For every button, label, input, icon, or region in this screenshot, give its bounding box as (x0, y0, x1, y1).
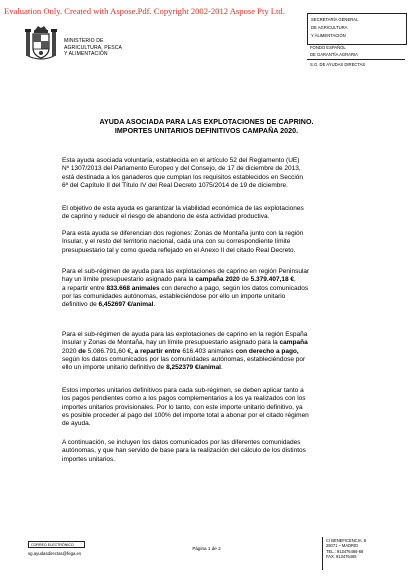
text-run: Para el sub-régimen de ayuda para las explotaciones de caprino en la región España (62, 331, 308, 338)
document-title: AYUDA ASOCIADA PARA LAS EXPLOTACIONES DE CAPRINO. (99, 118, 314, 126)
header-divider (307, 59, 405, 60)
text-run: Nº 1307/2013 del Parlamento Europeo y del Consejo, de 17 de diciembre de 2013, (62, 165, 301, 173)
text-run: de caprino y reducir el riesgo de abandono de esta actividad productiva. (62, 213, 270, 221)
body-paragraph (62, 230, 372, 255)
text-run: a repartir entre (62, 284, 107, 292)
paragraph-line (62, 404, 372, 412)
contact-email: sg.ayudasdirectas@fega.es (28, 551, 82, 556)
text-run: importes unitarios provisionales. Por lo tanto, con este importe unitario definitivo, ya (62, 403, 303, 411)
text-run: con derecho a pago, según los datos comunicados (159, 284, 309, 292)
text-run: presupuestario tal y como queda reflejado en el Anexo II del citado Real Decreto. (62, 246, 296, 254)
bold-figure: 833.668 animales (106, 284, 160, 292)
body-paragraph (62, 205, 372, 222)
paragraph-line (62, 420, 372, 428)
text-run: . (153, 301, 156, 309)
bold-figure: 6,452697 €/animal (98, 301, 154, 309)
postal-address (326, 538, 366, 560)
paragraph-line (62, 348, 372, 356)
secretaria-line: Y ALIMENTACIÓN (311, 33, 346, 38)
text-run: 6ª del Capítulo II del Título IV del Real Decreto 1075/2014 de 19 de diciembre. (62, 181, 288, 189)
text-run: autónomas, y que han servido de base para la realización del cálculo de los distintos (62, 447, 306, 455)
body-paragraph (62, 268, 372, 309)
text-run: 2020 (62, 347, 77, 355)
body-paragraph (62, 387, 372, 428)
text-run: según los datos comunicados por las comunidades autónomas, estableciéndose por (62, 355, 306, 363)
address-line: TEL.: 913476466-68 (326, 548, 364, 554)
paragraph-line (62, 157, 372, 165)
paragraph-line (62, 387, 372, 395)
paragraph-line (62, 285, 372, 293)
paragraph-line (62, 456, 372, 464)
paragraph-line (62, 412, 372, 420)
bold-figure: 5.379.407,18 € (250, 276, 295, 284)
address-line: 28071 – MADRID (326, 543, 359, 549)
text-run: A continuación, se incluyen los datos comunicados por las diferentes comunidades (62, 439, 301, 446)
text-run: Para el sub-régimen de ayuda para las explotaciones de caprino en región Peninsular (62, 268, 310, 275)
sg-ayudas-line: S.G. DE AYUDAS DIRECTAS (310, 62, 366, 67)
paragraph-line (62, 276, 372, 284)
body-paragraph (62, 331, 372, 372)
paragraph-line (62, 165, 372, 173)
ministry-line: MINISTERIO DE (64, 38, 104, 44)
text-run: 5.086.791,60 € (87, 347, 132, 355)
text-run: Esta ayuda asociada voluntaria, establecida en el artículo 52 del Reglamento (UE) (62, 157, 300, 164)
paragraph-line (62, 247, 372, 255)
paragraph-line (62, 268, 372, 276)
fega-line: FONDO ESPAÑOL (310, 45, 346, 50)
paragraph-line (62, 238, 372, 246)
text-run: ello un importe unitario definitivo de (62, 364, 167, 372)
text-run: hay un límite presupuestario asignado para la (62, 276, 196, 284)
email-label-box: CORREO ELECTRÓNICO (28, 541, 85, 548)
evaluation-watermark: Evaluation Only. Created with Aspose.Pdf. Copyright 2002-2012 Aspose Pty Ltd. (4, 6, 285, 16)
ministry-name (64, 38, 122, 58)
text-run: está destinada a los ganaderos que cumplan los requisitos establecidos en Sección (62, 173, 304, 181)
paragraph-line (62, 356, 372, 364)
text-run: definitivo de (62, 301, 99, 309)
secretaria-line: SECRETARÍA GENERAL (311, 17, 359, 22)
paragraph-line (62, 339, 372, 347)
paragraph-line (62, 301, 372, 309)
text-run: Para esta ayuda se diferencian dos regiones: Zonas de Montaña junto con la región (62, 230, 304, 237)
paragraph-line (62, 205, 372, 213)
address-line: FAX: 913476465 (326, 554, 357, 560)
document-subtitle: IMPORTES UNITARIOS DEFINITIVOS CAMPAÑA 2020. (114, 127, 299, 135)
paragraph-line (62, 395, 372, 403)
text-run: , (294, 276, 296, 284)
text-run: de (239, 276, 251, 284)
text-run: importes unitarios. (62, 455, 116, 463)
address-divider (322, 537, 323, 570)
fega-line: DE GARANTÍA AGRARIA (310, 52, 358, 57)
text-run: 616.403 animales (182, 347, 234, 355)
secretaria-line: DE AGRICULTURA (311, 25, 348, 30)
paragraph-line (62, 364, 372, 372)
bold-figure: , a repartir entre (131, 347, 183, 355)
text-run: . (221, 364, 223, 372)
paragraph-line (62, 293, 372, 301)
text-run: los pagos pendientes como a los pagos complementarios a los ya realizados con los (62, 395, 306, 403)
text-run: de ayuda. (62, 420, 91, 428)
paragraph-line (62, 331, 372, 339)
page-number: Página 1 de 2 (192, 546, 221, 551)
body-paragraph (62, 439, 372, 464)
text-run: Insular y Zonas de Montaña, hay un límite presupuestario asignado para la (62, 339, 280, 347)
bold-figure: campaña 2020 (195, 276, 240, 284)
bold-figure: de (76, 347, 88, 355)
paragraph-line (62, 174, 372, 182)
paragraph-line (62, 230, 372, 238)
text-run: por las comunidades autónomas, estableciéndose por ello un importe unitario (62, 292, 286, 300)
paragraph-line (62, 447, 372, 455)
coat-of-arms-icon (24, 24, 58, 64)
body-paragraph (62, 157, 372, 190)
bold-figure: 8,252379 €/animal (166, 364, 221, 372)
text-run: es posible proceder al pago del 100% del importe total a abonar por el citado régimen (62, 411, 309, 419)
bold-figure: campaña (279, 339, 308, 347)
paragraph-line (62, 439, 372, 447)
ministry-line: AGRICULTURA, PESCA (64, 44, 123, 51)
secretaria-box (307, 13, 407, 45)
paragraph-line (62, 213, 372, 221)
address-line: C/ BENEFICENCIA, 8 (326, 538, 367, 543)
text-run: Estos importes unitarios definitivos para cada sub-régimen, se deben aplicar tanto a (62, 387, 304, 394)
paragraph-line (62, 182, 372, 190)
ministry-line: Y ALIMENTACIÓN (64, 51, 108, 58)
text-run: El objetivo de esta ayuda es garantizar la viabilidad económica de las explotaciones (62, 205, 304, 212)
bold-figure: con derecho a pago, (233, 347, 299, 355)
text-run: Insular, y el resto del territorio nacional, cada una con su correspondiente límite (62, 238, 291, 246)
